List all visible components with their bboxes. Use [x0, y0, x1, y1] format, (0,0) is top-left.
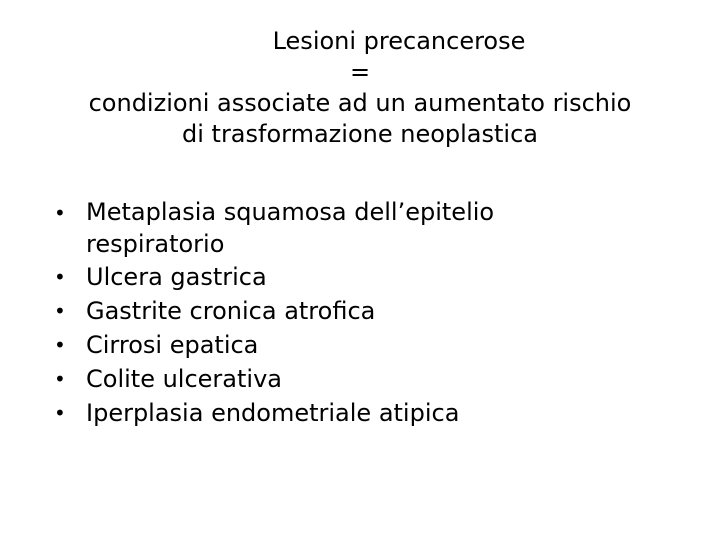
title-line-3: condizioni associate ad un aumentato rischio — [88, 89, 632, 117]
list-item-text: Metaplasia squamosa dell’epitelio respiratorio — [86, 198, 495, 258]
list-item-text: Cirrosi epatica — [86, 331, 259, 359]
bullet-icon: • — [54, 299, 66, 323]
list-item — [54, 196, 556, 260]
list-item-text: Colite ulcerativa — [86, 365, 282, 393]
bullet-icon: • — [54, 367, 66, 391]
list-item-text: Ulcera gastrica — [86, 263, 267, 291]
title-line-4: di trasformazione neoplastica — [182, 120, 538, 148]
list-item — [54, 260, 694, 294]
title-line-2: = — [349, 58, 371, 86]
list-item — [54, 294, 694, 328]
list-item-text: Iperplasia endometriale atipica — [86, 399, 460, 427]
title-line-1: Lesioni precancerose — [272, 27, 526, 55]
bullet-icon: • — [54, 333, 66, 357]
list-item — [54, 328, 694, 362]
bullet-icon: • — [54, 265, 66, 289]
list-item-text: Gastrite cronica atrofica — [86, 297, 376, 325]
slide-title — [0, 26, 720, 150]
condition-list — [54, 196, 694, 430]
bullet-icon: • — [54, 201, 66, 225]
bullet-icon: • — [54, 401, 66, 425]
list-item — [54, 362, 694, 396]
list-item — [54, 396, 694, 430]
